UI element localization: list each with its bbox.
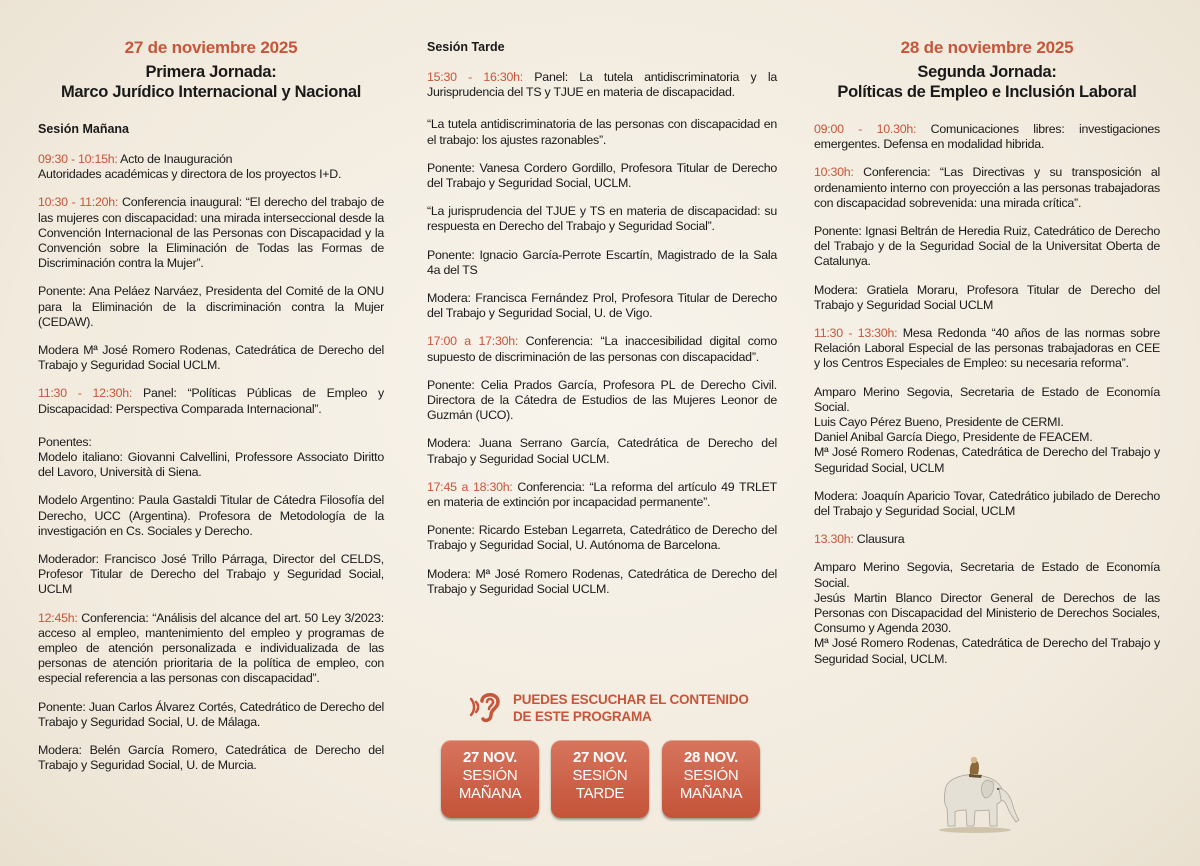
agenda-item: Amparo Merino Segovia, Secretaria de Estado de Economía Social. Luis Cayo Pérez Bueno, Presidente de CERMI. Daniel Anibal García Diego, Presidente de FEACEM. Mª José Romero Rodenas, Catedrática de Derecho del Trabajo y Seguridad Social, UCLM <box>814 384 1160 475</box>
agenda-item: Modera: Mª José Romero Rodenas, Catedrática de Derecho del Trabajo y Seguridad Social UCLM. <box>427 566 777 596</box>
agenda-item: Moderador: Francisco José Trillo Párraga, Director del CELDS, Profesor Titular de Derecho del Trabajo y Seguridad Social, UCLM <box>38 552 384 597</box>
agenda-item: Modera Mª José Romero Rodenas, Catedrática de Derecho del Trabajo y Seguridad Social UCLM. <box>38 343 384 373</box>
column-day2-morning <box>814 0 1160 667</box>
column-day1-afternoon <box>427 0 777 597</box>
day2-date: 28 de noviembre 2025 <box>900 38 1074 57</box>
agenda-item: 10:30 - 11:20h: Conferencia inaugural: “El derecho del trabajo de las mujeres con discapacidad: una mirada interseccional desde la Convención Internacional de las Personas con Discapacidad y la Convención sobre la Eliminación de Todas las Formas de Discriminación contra la Mujer”. <box>38 195 384 271</box>
agenda-item: 17:00 a 17:30h: Conferencia: “La inaccesibilidad digital como supuesto de discriminación de las personas con discapacidad”. <box>427 334 778 364</box>
audio-button-27nov-morning[interactable]: 27 NOV. SESIÓN MAÑANA <box>441 740 539 818</box>
agenda-item: Modera: Juana Serrano García, Catedrática de Derecho del Trabajo y Seguridad Social UCLM. <box>427 436 777 466</box>
column-day1-morning <box>38 0 384 774</box>
ear-icon <box>465 687 505 727</box>
audio-button-28nov-morning[interactable]: 28 NOV. SESIÓN MAÑANA <box>662 740 760 818</box>
agenda-item: Modera: Belén García Romero, Catedrática de Derecho del Trabajo y Seguridad Social, U. de Murcia. <box>38 743 384 773</box>
agenda-item: 11:30 - 13:30h: Mesa Redonda “40 años de las normas sobre Relación Laboral Especial de las personas trabajadoras en CEE y los Centros Especiales de Empleo: su necesaria reforma”. <box>814 326 1160 371</box>
agenda-item: 17:45 a 18:30h: Conferencia: “La reforma del artículo 49 TRLET en materia de extinción por incapacidad permanente”. <box>427 479 778 510</box>
agenda-item: 15:30 - 16:30h: Panel: La tutela antidiscriminatoria y la Jurisprudencia del TS y TJUE en materia de discapacidad. <box>427 70 777 100</box>
audio-buttons <box>441 740 771 820</box>
elephant-illustration <box>925 752 1025 834</box>
agenda-item: 12:45h: Conferencia: “Análisis del alcance del art. 50 Ley 3/2023: acceso al empleo, mantenimiento del empleo y programas de empleo de atención personalizada e individualizada de las personas de atención prioritaria de la política de empleo, con especial referencia a las personas con discapacidad”. <box>38 610 384 686</box>
session-afternoon-heading: Sesión Tarde <box>427 40 505 54</box>
agenda-item: Ponente: Celia Prados García, Profesora PL de Derecho Civil. Directora de la Cátedra de Estudios de las Mujeres Leonor de Guzmán (UCO). <box>427 377 777 423</box>
agenda-item: 09:00 - 10.30h: Comunicaciones libres: investigaciones emergentes. Defensa en modalidad hibrida. <box>814 122 1160 152</box>
agenda-item: 11:30 - 12:30h: Panel: “Políticas Públicas de Empleo y Discapacidad: Perspectiva Comparada Internacional”. <box>38 386 384 416</box>
agenda-item: Modera: Gratiela Moraru, Profesora Titular de Derecho del Trabajo y Seguridad Social UCLM <box>814 282 1160 312</box>
agenda-item: Ponente: Vanesa Cordero Gordillo, Profesora Titular de Derecho del Trabajo y Seguridad Social, UCLM. <box>427 160 777 191</box>
agenda-item: Modera: Joaquín Aparicio Tovar, Catedrático jubilado de Derecho del Trabajo y Seguridad Social, UCLM <box>814 488 1160 519</box>
session-morning-heading: Sesión Mañana <box>38 122 129 136</box>
audio-button-27nov-afternoon[interactable]: 27 NOV. SESIÓN TARDE <box>551 740 649 818</box>
agenda-item: “La tutela antidiscriminatoria de las personas con discapacidad en el trabajo: los ajustes razonables”. <box>427 117 777 147</box>
day1-date: 27 de noviembre 2025 <box>124 38 298 57</box>
agenda-item: 09:30 - 10:15h: Acto de Inauguración Autoridades académicas y directora de los proyectos I+D. <box>38 152 342 182</box>
audio-banner-text: PUEDES ESCUCHAR EL CONTENIDO DE ESTE PROGRAMA <box>513 692 749 724</box>
agenda-item: Ponente: Ana Peláez Narváez, Presidenta del Comité de la ONU para la Eliminación de la discriminación contra la Mujer (CEDAW). <box>38 284 384 329</box>
audio-banner <box>465 687 755 727</box>
agenda-item: Ponente: Ricardo Esteban Legarreta, Catedrático de Derecho del Trabajo y Seguridad Social, U. Autónoma de Barcelona. <box>427 523 777 553</box>
agenda-item: Modelo Argentino: Paula Gastaldi Titular de Cátedra Filosofía del Derecho, UCC (Argentina). Profesora de Metodología de la investigación en Cs. Sociales y Derecho. <box>38 493 384 538</box>
agenda-item: 13.30h: Clausura <box>814 532 905 547</box>
agenda-item: “La jurisprudencia del TJUE y TS en materia de discapacidad: su respuesta en Derecho del Trabajo y Seguridad Social”. <box>427 204 777 234</box>
agenda-item: Amparo Merino Segovia, Secretaria de Estado de Economía Social. Jesús Martin Blanco Director General de Derechos de las Personas con Discapacidad del Ministerio de Derechos Sociales, Consumo y Agenda 2030. Mª José Romero Rodenas, Catedrática de Derecho del Trabajo y Seguridad Social, UCLM. <box>814 560 1160 666</box>
agenda-item: Modera: Francisca Fernández Prol, Profesora Titular de Derecho del Trabajo y Seguridad Social, U. de Vigo. <box>427 291 777 321</box>
agenda-item: Ponente: Ignacio García-Perrote Escartín, Magistrado de la Sala 4a del TS <box>427 247 777 277</box>
day1-title: Primera Jornada: Marco Jurídico Internacional y Nacional <box>60 63 362 101</box>
agenda-item: 10:30h: Conferencia: “Las Directivas y su transposición al ordenamiento interno con proyección a las personas trabajadoras con discapacidad sobrevenida: una mirada crítica”. <box>814 165 1160 210</box>
agenda-item: Ponente: Juan Carlos Álvarez Cortés, Catedrático de Derecho del Trabajo y Seguridad Social, U. de Málaga. <box>38 699 384 729</box>
day2-title: Segunda Jornada: Políticas de Empleo e Inclusión Laboral <box>837 63 1137 101</box>
agenda-item: Ponente: Ignasi Beltrán de Heredia Ruiz, Catedrático de Derecho del Trabajo y de la Seguridad Social de la Universitat Oberta de Catalunya. <box>814 224 1160 269</box>
agenda-item: Ponentes: Modelo italiano: Giovanni Calvellini, Professore Associato Diritto del Lavoro, Università di Siena. <box>38 434 384 480</box>
